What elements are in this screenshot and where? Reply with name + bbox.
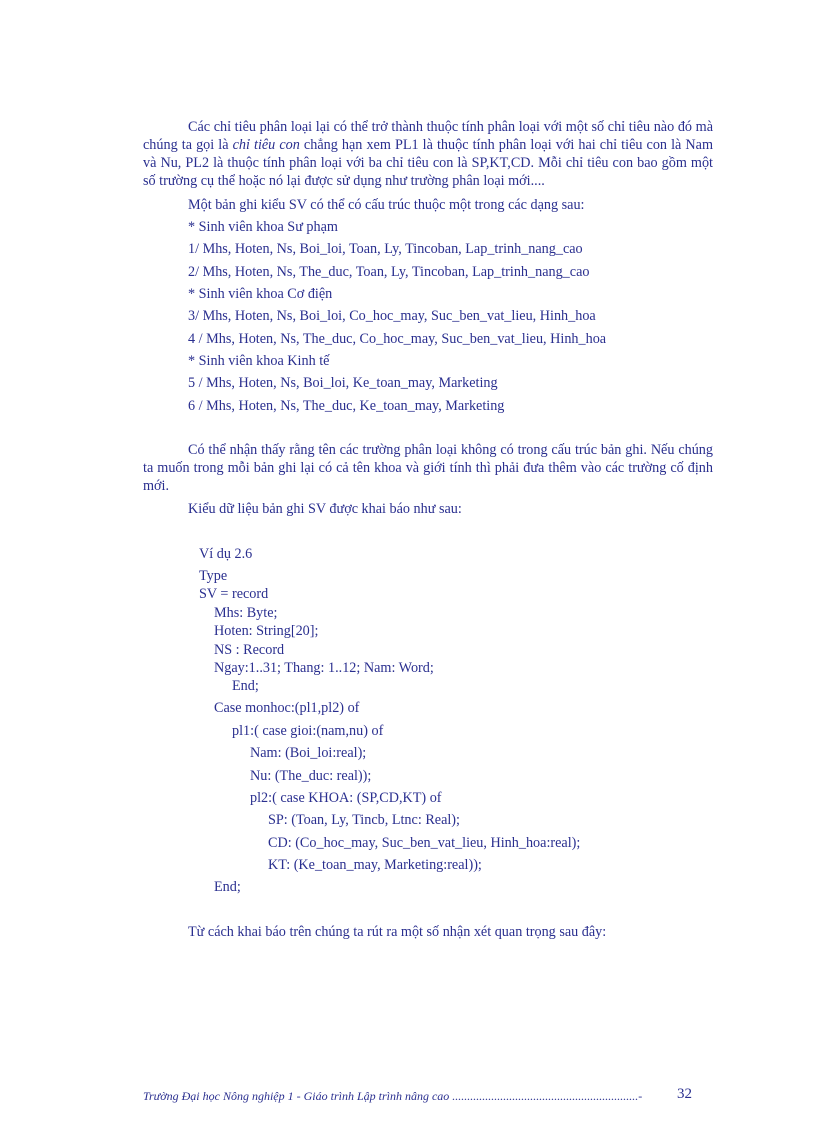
text-line: 5 / Mhs, Hoten, Ns, Boi_loi, Ke_toan_may, Marketing	[188, 375, 498, 391]
code-line: Type	[199, 568, 228, 584]
code-line: Nu: (The_duc: real));	[250, 768, 372, 784]
text-line: 6 / Mhs, Hoten, Ns, The_duc, Ke_toan_may, Marketing	[188, 398, 505, 414]
code-line: Ngay:1..31; Thang: 1..12; Nam: Word;	[214, 660, 434, 676]
text-line: * Sinh viên khoa Sư phạm	[188, 219, 338, 235]
text-line: Một bản ghi kiểu SV có thể có cấu trúc thuộc một trong các dạng sau:	[188, 197, 585, 213]
text-line: * Sinh viên khoa Kinh tế	[188, 353, 330, 369]
code-line: pl2:( case KHOA: (SP,CD,KT) of	[250, 790, 442, 806]
code-line: Case monhoc:(pl1,pl2) of	[214, 700, 360, 716]
code-line: Hoten: String[20];	[214, 623, 319, 639]
text-line: * Sinh viên khoa Cơ điện	[188, 286, 333, 302]
example-label: Ví dụ 2.6	[199, 546, 253, 562]
italic-term: chỉ tiêu con	[232, 137, 300, 153]
page-number: 32	[677, 1086, 692, 1102]
text-line: Kiểu dữ liệu bản ghi SV được khai báo như sau:	[188, 501, 462, 517]
text-line: 1/ Mhs, Hoten, Ns, Boi_loi, Toan, Ly, Tincoban, Lap_trinh_nang_cao	[188, 241, 583, 257]
text-line: 2/ Mhs, Hoten, Ns, The_duc, Toan, Ly, Tincoban, Lap_trinh_nang_cao	[188, 264, 590, 280]
code-line: CD: (Co_hoc_may, Suc_ben_vat_lieu, Hinh_hoa:real);	[268, 835, 581, 851]
text-line: Từ cách khai báo trên chúng ta rút ra một số nhận xét quan trọng sau đây:	[188, 924, 607, 940]
text-line: 3/ Mhs, Hoten, Ns, Boi_loi, Co_hoc_may, Suc_ben_vat_lieu, Hinh_hoa	[188, 308, 596, 324]
code-line: End;	[214, 879, 241, 895]
code-line: Mhs: Byte;	[214, 605, 278, 621]
code-line: KT: (Ke_toan_may, Marketing:real));	[268, 857, 482, 873]
code-line: SP: (Toan, Ly, Tincb, Ltnc: Real);	[268, 812, 460, 828]
code-line: End;	[232, 678, 259, 694]
paragraph-sub-criteria: Các chỉ tiêu phân loại lại có thể trở thành thuộc tính phân loại với một số chỉ tiêu nào đó mà chúng ta gọi là chỉ tiêu con chẳng hạn xem PL1 là thuộc tính phân loại với hai chỉ tiêu con là Nam và Nu, PL2 là thuộc tính phân loại với ba chỉ tiêu con là SP,KT,CD. Mỗi chỉ tiêu con bao gồm một số trường cụ thể hoặc nó lại được sử dụng như trường phân loại mới....	[143, 119, 713, 189]
code-line: SV = record	[199, 586, 269, 602]
code-line: Nam: (Boi_loi:real);	[250, 745, 367, 761]
code-line: pl1:( case gioi:(nam,nu) of	[232, 723, 384, 739]
page-footer: Trường Đại học Nông nghiệp 1 - Giáo trình Lập trình nâng cao ..............................................................-	[143, 1089, 643, 1103]
code-line: NS : Record	[214, 642, 285, 658]
paragraph-observation: Có thể nhận thấy rằng tên các trường phân loại không có trong cấu trúc bản ghi. Nếu chúng ta muốn trong mỗi bản ghi lại có cả tên khoa và giới tính thì phải đưa thêm vào các trường cố định mới.	[143, 442, 713, 494]
text-line: 4 / Mhs, Hoten, Ns, The_duc, Co_hoc_may, Suc_ben_vat_lieu, Hinh_hoa	[188, 331, 607, 347]
